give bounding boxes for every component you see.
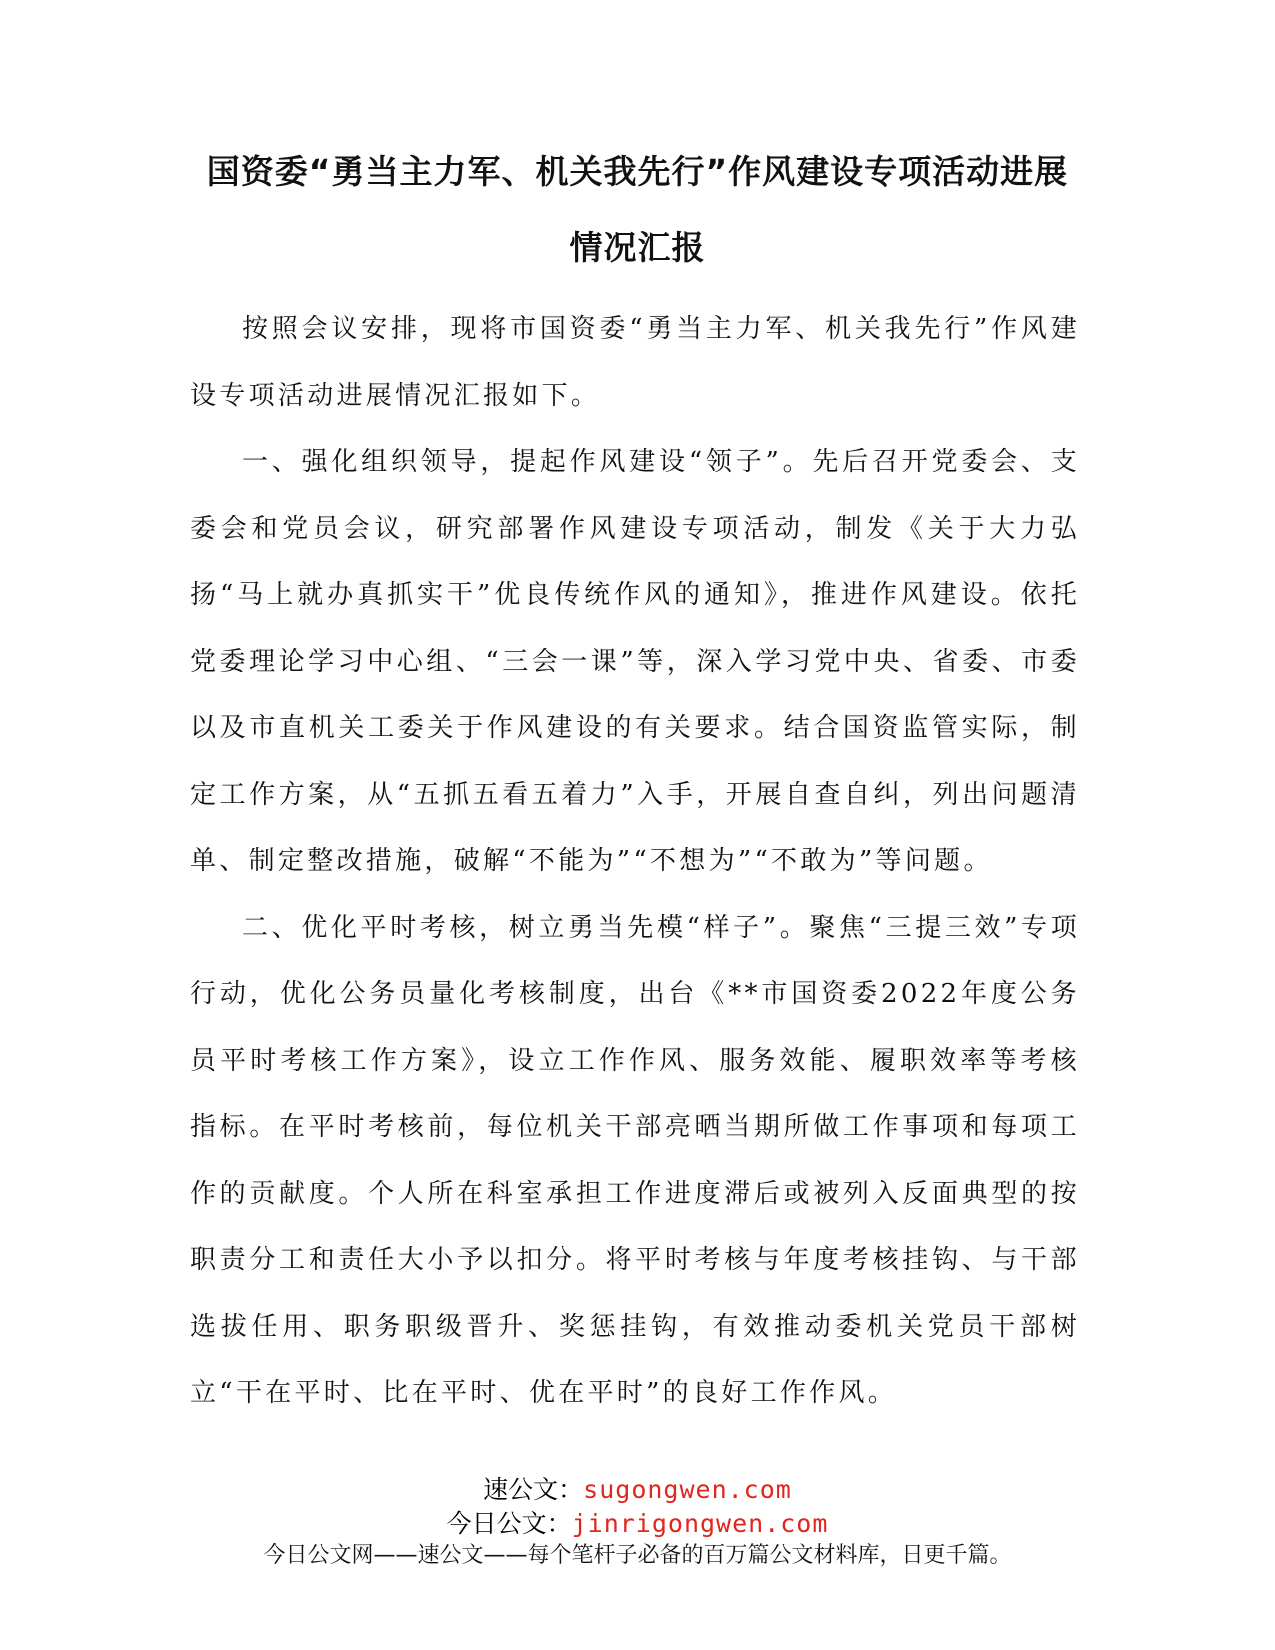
paragraph-section-1: 一、强化组织领导，提起作风建设“领子”。先后召开党委会、支委会和党员会议，研究部署作风建设专项活动，制发《关于大力弘扬“马上就办真抓实干”优良传统作风的通知》，推进作风建设。依托党委理论学习中心组、“三会一课”等，深入学习党中央、省委、市委以及市直机关工委关于作风建设的有关要求。结合国资监管实际，制定工作方案，从“五抓五看五着力”入手，开展自查自纠，列出问题清单、制定整改措施，破解“不能为”“不想为”“不敢为”等问题。 (190, 447, 1080, 876)
footer-jinrigongwen-link[interactable]: jinrigongwen.com (571, 1509, 829, 1538)
footer-jinrigongwen (0, 1504, 1275, 1540)
document-title-line1: 国资委“勇当主力军、机关我先行”作风建设专项活动进展 (206, 152, 1069, 191)
footer-slogan: 今日公文网——速公文——每个笔杆子必备的百万篇公文材料库，日更千篇。 (263, 1543, 1012, 1568)
footer-sugongwen (0, 1470, 1275, 1506)
footer-jinrigongwen-label: 今日公文： (446, 1509, 572, 1538)
document-title-line2: 情况汇报 (569, 228, 706, 267)
footer-sugongwen-link[interactable]: sugongwen.com (583, 1475, 792, 1504)
document-body (190, 296, 1080, 1427)
paragraph-section-2: 二、优化平时考核，树立勇当先模“样子”。聚焦“三提三效”专项行动，优化公务员量化考核制度，出台《**市国资委2022年度公务员平时考核工作方案》，设立工作作风、服务效能、履职效率等考核指标。在平时考核前，每位机关干部亮晒当期所做工作事项和每项工作的贡献度。个人所在科室承担工作进度滞后或被列入反面典型的按职责分工和责任大小予以扣分。将平时考核与年度考核挂钩、与干部选拔任用、职务职级晋升、奖惩挂钩，有效推动委机关党员干部树立“干在平时、比在平时、优在平时”的良好工作作风。 (190, 912, 1080, 1408)
footer-sugongwen-label: 速公文： (483, 1475, 584, 1504)
paragraph-intro: 按照会议安排，现将市国资委“勇当主力军、机关我先行”作风建设专项活动进展情况汇报如下。 (190, 314, 1080, 411)
